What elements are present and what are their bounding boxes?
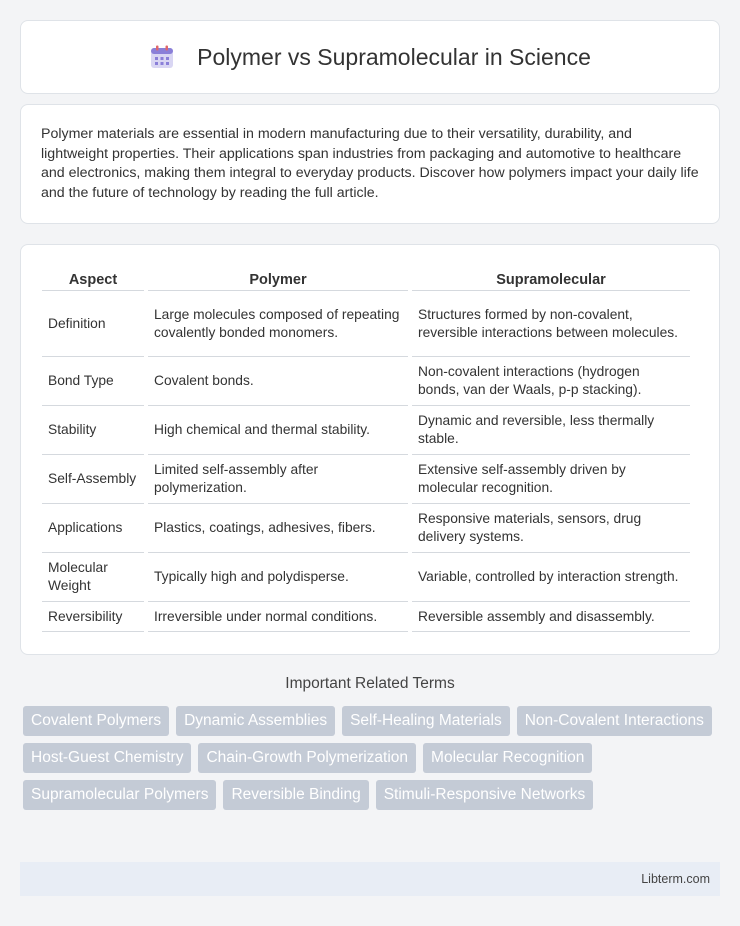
related-term-tag[interactable]: Stimuli-Responsive Networks	[376, 780, 594, 810]
table-row	[42, 455, 690, 504]
row-supramolecular: Variable, controlled by interaction strength.	[412, 553, 690, 602]
calendar-icon	[149, 44, 175, 70]
table-row	[42, 406, 690, 455]
table-row	[42, 504, 690, 553]
row-supramolecular: Responsive materials, sensors, drug delivery systems.	[412, 504, 690, 553]
row-polymer: Irreversible under normal conditions.	[148, 602, 408, 632]
row-polymer: Large molecules composed of repeating covalently bonded monomers.	[148, 291, 408, 357]
comparison-card	[20, 244, 720, 655]
table-row	[42, 602, 690, 632]
column-header-aspect: Aspect	[42, 265, 144, 291]
title-card	[20, 20, 720, 94]
column-header-polymer: Polymer	[148, 265, 408, 291]
row-supramolecular: Reversible assembly and disassembly.	[412, 602, 690, 632]
table-header-row	[42, 265, 690, 291]
row-supramolecular: Extensive self-assembly driven by molecular recognition.	[412, 455, 690, 504]
related-term-tag[interactable]: Self-Healing Materials	[342, 706, 510, 736]
footer	[20, 862, 720, 896]
table-row	[42, 553, 690, 602]
related-term-tag[interactable]: Covalent Polymers	[23, 706, 169, 736]
related-term-tag[interactable]: Molecular Recognition	[423, 743, 592, 773]
row-aspect: Molecular Weight	[42, 553, 144, 602]
row-polymer: Typically high and polydisperse.	[148, 553, 408, 602]
page-title: Polymer vs Supramolecular in Science	[197, 43, 591, 70]
related-term-tag[interactable]: Reversible Binding	[223, 780, 368, 810]
related-terms-title: Important Related Terms	[285, 675, 455, 692]
row-polymer: Limited self-assembly after polymerization.	[148, 455, 408, 504]
related-terms-list	[23, 706, 723, 810]
row-polymer: Plastics, coatings, adhesives, fibers.	[148, 504, 408, 553]
intro-card	[20, 104, 720, 224]
related-term-tag[interactable]: Non-Covalent Interactions	[517, 706, 712, 736]
comparison-table	[38, 265, 694, 632]
row-supramolecular: Structures formed by non-covalent, reversible interactions between molecules.	[412, 291, 690, 357]
related-term-tag[interactable]: Host-Guest Chemistry	[23, 743, 191, 773]
row-aspect: Stability	[42, 406, 144, 455]
row-supramolecular: Dynamic and reversible, less thermally stable.	[412, 406, 690, 455]
footer-site-link[interactable]: Libterm.com	[641, 872, 710, 886]
table-row	[42, 357, 690, 406]
row-aspect: Self-Assembly	[42, 455, 144, 504]
column-header-supramolecular: Supramolecular	[412, 265, 690, 291]
row-aspect: Reversibility	[42, 602, 144, 632]
related-term-tag[interactable]: Supramolecular Polymers	[23, 780, 216, 810]
table-row	[42, 291, 690, 357]
row-supramolecular: Non-covalent interactions (hydrogen bonds, van der Waals, p-p stacking).	[412, 357, 690, 406]
row-aspect: Bond Type	[42, 357, 144, 406]
related-term-tag[interactable]: Dynamic Assemblies	[176, 706, 335, 736]
row-polymer: Covalent bonds.	[148, 357, 408, 406]
row-polymer: High chemical and thermal stability.	[148, 406, 408, 455]
related-term-tag[interactable]: Chain-Growth Polymerization	[198, 743, 416, 773]
row-aspect: Definition	[42, 291, 144, 357]
row-aspect: Applications	[42, 504, 144, 553]
intro-text: Polymer materials are essential in modern manufacturing due to their versatility, durability, and lightweight properties. Their applications span industries from packaging and automotive to healthcare and electronics, making them integral to everyday products. Discover how polymers impact your daily life and the future of technology by reading the full article.	[41, 126, 699, 201]
